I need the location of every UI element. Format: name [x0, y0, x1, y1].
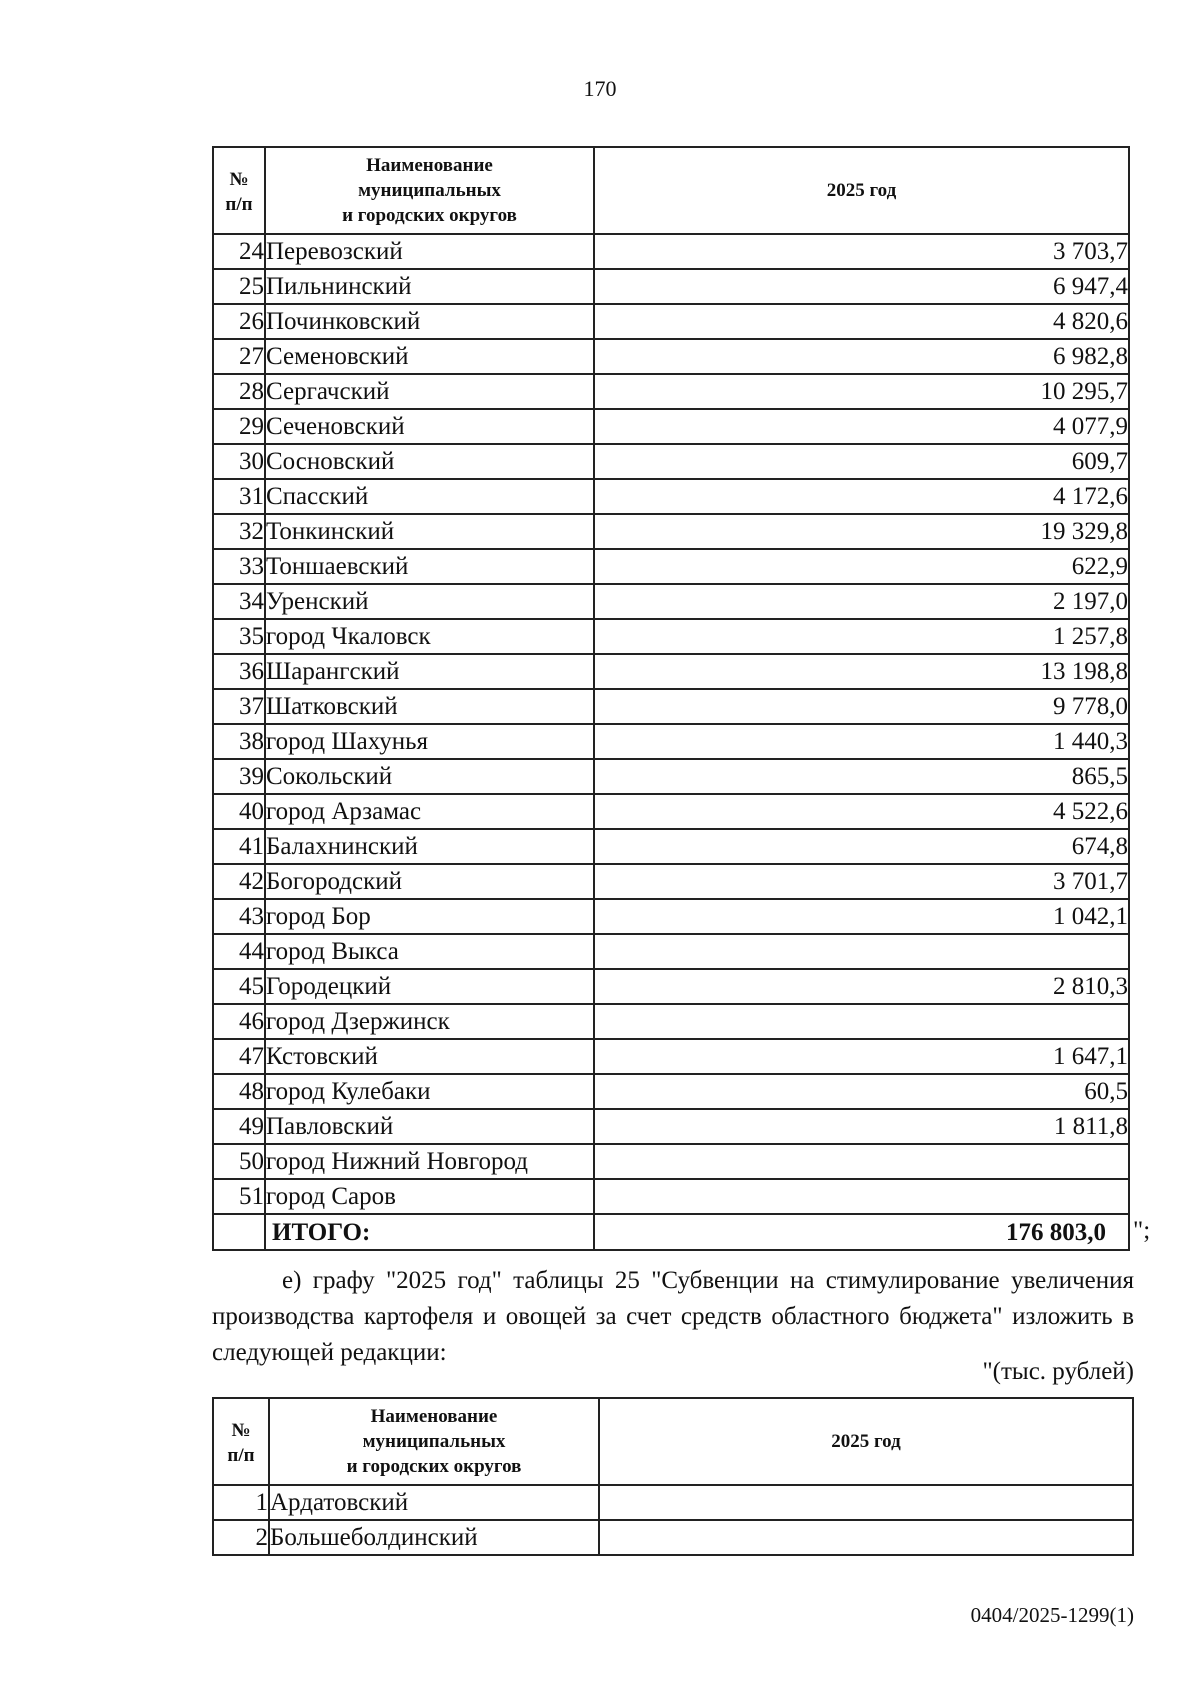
row-amount: 2 810,3	[594, 969, 1129, 1004]
row-district-name: Городецкий	[265, 969, 594, 1004]
row-district-name: Большеболдинский	[269, 1520, 599, 1555]
table-row	[213, 1179, 1129, 1214]
table-row	[213, 374, 1129, 409]
row-district-name: город Шахунья	[265, 724, 594, 759]
row-amount: 1 811,8	[594, 1109, 1129, 1144]
header-year: 2025 год	[594, 147, 1129, 234]
row-number: 38	[213, 724, 265, 759]
row-number: 24	[213, 234, 265, 269]
row-district-name: Спасский	[265, 479, 594, 514]
amendment-paragraph: е) графу "2025 год" таблицы 25 "Субвенции на стимулирование увеличения производства картофеля и овощей за счет средств областного бюджета" изложить в следующей редакции:	[212, 1267, 1134, 1366]
row-number: 34	[213, 584, 265, 619]
row-number: 46	[213, 1004, 265, 1039]
row-amount: 9 778,0	[594, 689, 1129, 724]
row-number: 27	[213, 339, 265, 374]
row-district-name: Тоншаевский	[265, 549, 594, 584]
row-number: 49	[213, 1109, 265, 1144]
row-number: 40	[213, 794, 265, 829]
row-number: 45	[213, 969, 265, 1004]
row-amount: 3 703,7	[594, 234, 1129, 269]
row-number: 43	[213, 899, 265, 934]
row-number: 29	[213, 409, 265, 444]
row-amount: 4 522,6	[594, 794, 1129, 829]
row-district-name: город Арзамас	[265, 794, 594, 829]
subvention-table-25	[212, 1397, 1134, 1556]
row-amount: 674,8	[594, 829, 1129, 864]
header-year: 2025 год	[599, 1398, 1133, 1485]
row-district-name: Павловский	[265, 1109, 594, 1144]
table-row	[213, 304, 1129, 339]
row-amount	[594, 1004, 1129, 1039]
row-amount	[599, 1520, 1133, 1555]
row-number: 39	[213, 759, 265, 794]
units-note: "(тыс. рублей)	[982, 1358, 1134, 1385]
table-row	[213, 584, 1129, 619]
row-district-name: Богородский	[265, 864, 594, 899]
row-district-name: Тонкинский	[265, 514, 594, 549]
row-amount: 60,5	[594, 1074, 1129, 1109]
row-district-name: Балахнинский	[265, 829, 594, 864]
table-row	[213, 794, 1129, 829]
row-amount	[594, 934, 1129, 969]
page-number: 170	[583, 76, 617, 101]
row-district-name: Сеченовский	[265, 409, 594, 444]
table-row	[213, 899, 1129, 934]
total-value: 176 803,0	[594, 1214, 1129, 1250]
row-number: 41	[213, 829, 265, 864]
row-number: 51	[213, 1179, 265, 1214]
table-row	[213, 1039, 1129, 1074]
table-header-row	[213, 147, 1129, 234]
row-number: 37	[213, 689, 265, 724]
row-amount: 622,9	[594, 549, 1129, 584]
row-number: 25	[213, 269, 265, 304]
row-number: 1	[213, 1485, 269, 1520]
header-num: № п/п	[213, 147, 265, 234]
table-row	[213, 549, 1129, 584]
row-amount: 1 647,1	[594, 1039, 1129, 1074]
table-row	[213, 1520, 1133, 1555]
row-amount: 13 198,8	[594, 654, 1129, 689]
row-district-name: Шарангский	[265, 654, 594, 689]
table-row	[213, 724, 1129, 759]
header-num: № п/п	[213, 1398, 269, 1485]
total-label: ИТОГО:	[265, 1214, 594, 1250]
row-amount	[594, 1179, 1129, 1214]
row-amount: 6 982,8	[594, 339, 1129, 374]
row-amount: 2 197,0	[594, 584, 1129, 619]
row-district-name: Сосновский	[265, 444, 594, 479]
row-number: 47	[213, 1039, 265, 1074]
row-amount: 865,5	[594, 759, 1129, 794]
row-amount: 1 042,1	[594, 899, 1129, 934]
row-amount: 6 947,4	[594, 269, 1129, 304]
row-number: 48	[213, 1074, 265, 1109]
table-row	[213, 829, 1129, 864]
table-row	[213, 654, 1129, 689]
table-row	[213, 619, 1129, 654]
subvention-table	[212, 146, 1130, 1251]
total-row	[213, 1214, 1129, 1250]
table-row	[213, 1074, 1129, 1109]
header-name: Наименование муниципальных и городских округов	[265, 147, 594, 234]
row-number: 35	[213, 619, 265, 654]
table-row	[213, 1485, 1133, 1520]
row-district-name: Сергачский	[265, 374, 594, 409]
row-number: 31	[213, 479, 265, 514]
row-district-name: город Дзержинск	[265, 1004, 594, 1039]
row-amount	[599, 1485, 1133, 1520]
row-amount: 19 329,8	[594, 514, 1129, 549]
row-amount: 4 172,6	[594, 479, 1129, 514]
table-row	[213, 444, 1129, 479]
row-district-name: город Кулебаки	[265, 1074, 594, 1109]
row-district-name: Пильнинский	[265, 269, 594, 304]
row-number: 36	[213, 654, 265, 689]
table-row	[213, 1109, 1129, 1144]
row-amount: 609,7	[594, 444, 1129, 479]
row-district-name: город Саров	[265, 1179, 594, 1214]
table-row	[213, 864, 1129, 899]
row-number: 50	[213, 1144, 265, 1179]
row-number: 44	[213, 934, 265, 969]
table-row	[213, 689, 1129, 724]
table-row	[213, 934, 1129, 969]
row-district-name: Ардатовский	[269, 1485, 599, 1520]
table-row	[213, 759, 1129, 794]
row-district-name: Сокольский	[265, 759, 594, 794]
row-number: 2	[213, 1520, 269, 1555]
row-district-name: город Чкаловск	[265, 619, 594, 654]
row-district-name: Перевозский	[265, 234, 594, 269]
row-district-name: Уренский	[265, 584, 594, 619]
row-amount: 1 440,3	[594, 724, 1129, 759]
table-row	[213, 409, 1129, 444]
document-code: 0404/2025-1299(1)	[970, 1603, 1134, 1627]
table-row	[213, 514, 1129, 549]
header-name: Наименование муниципальных и городских округов	[269, 1398, 599, 1485]
row-number: 42	[213, 864, 265, 899]
row-amount: 4 077,9	[594, 409, 1129, 444]
row-district-name: город Бор	[265, 899, 594, 934]
row-district-name: город Выкса	[265, 934, 594, 969]
table-row	[213, 1144, 1129, 1179]
row-number: 26	[213, 304, 265, 339]
row-district-name: Кстовский	[265, 1039, 594, 1074]
row-district-name: Семеновский	[265, 339, 594, 374]
row-number: 30	[213, 444, 265, 479]
row-number: 33	[213, 549, 265, 584]
table-header-row	[213, 1398, 1133, 1485]
closing-quote: ";	[1133, 1217, 1151, 1244]
row-district-name: Починковский	[265, 304, 594, 339]
row-amount	[594, 1144, 1129, 1179]
row-amount: 4 820,6	[594, 304, 1129, 339]
row-amount: 3 701,7	[594, 864, 1129, 899]
row-number: 28	[213, 374, 265, 409]
table-row	[213, 234, 1129, 269]
row-amount: 1 257,8	[594, 619, 1129, 654]
row-district-name: город Нижний Новгород	[265, 1144, 594, 1179]
table-row	[213, 269, 1129, 304]
row-amount: 10 295,7	[594, 374, 1129, 409]
row-number: 32	[213, 514, 265, 549]
row-district-name: Шатковский	[265, 689, 594, 724]
table-row	[213, 1004, 1129, 1039]
table-row	[213, 339, 1129, 374]
table-row	[213, 969, 1129, 1004]
table-row	[213, 479, 1129, 514]
